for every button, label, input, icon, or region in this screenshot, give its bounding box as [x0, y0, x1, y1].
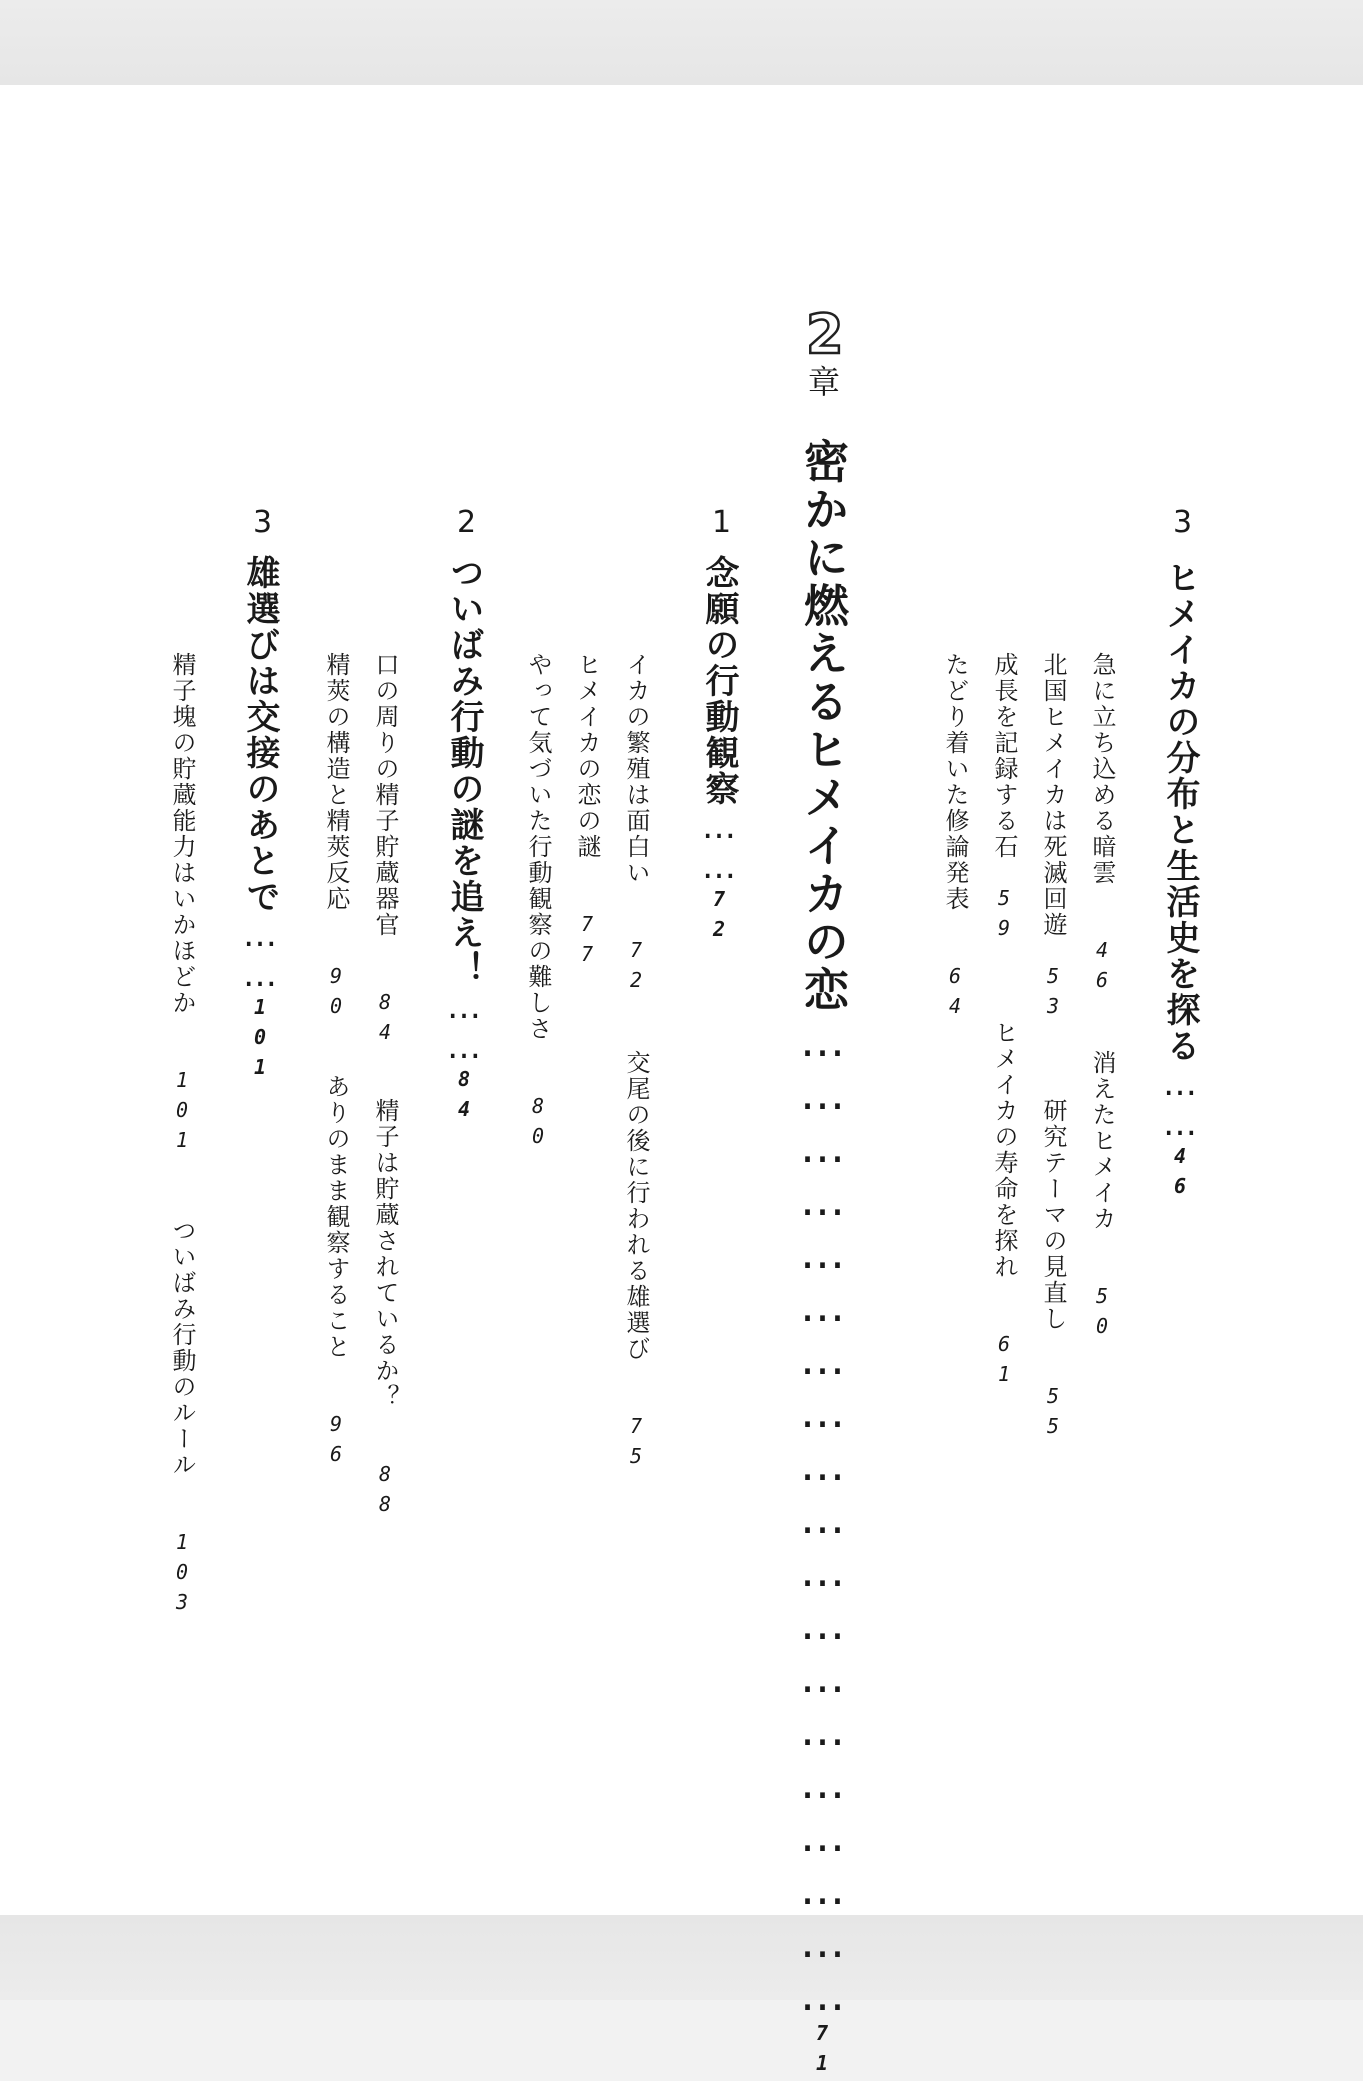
toc-item[interactable]: ヒメイカの寿命を探れ 61	[990, 1020, 1018, 1392]
toc-item[interactable]: ヒメイカの恋の謎 77	[573, 652, 601, 972]
chapter-label: 章	[808, 363, 841, 401]
section-title[interactable]: 念願の行動観察……72	[699, 555, 739, 947]
toc-item[interactable]: ありのまま観察すること 96	[322, 1074, 350, 1472]
toc-item[interactable]: 精子塊の貯蔵能力はいかほどか 101	[168, 652, 196, 1158]
toc-item[interactable]: 成長を記録する石 59	[990, 652, 1018, 946]
toc-item[interactable]: 口の周りの精子貯蔵器官 84	[371, 652, 399, 1050]
bottom-margin-band	[0, 1915, 1363, 2000]
toc-item[interactable]: ついばみ行動のルール 103	[168, 1218, 196, 1620]
toc-item[interactable]: イカの繁殖は面白い 72	[622, 652, 650, 998]
toc-item[interactable]: 精莢の構造と精莢反応 90	[322, 652, 350, 1024]
chapter-number: 2	[806, 303, 844, 366]
toc-item[interactable]: 研究テーマの見直し 55	[1039, 1098, 1067, 1444]
section-title[interactable]: 雄選びは交接のあとで……101	[240, 555, 280, 1085]
section-title[interactable]: ついばみ行動の謎を追え！……84	[444, 555, 484, 1127]
toc-item[interactable]: たどり着いた修論発表 64	[941, 652, 969, 1024]
section-number: 2	[449, 505, 484, 540]
top-margin-band	[0, 0, 1363, 85]
section-number: 3	[1165, 505, 1200, 540]
toc-item[interactable]: 急に立ち込める暗雲 46	[1088, 652, 1116, 998]
section-title[interactable]: ヒメイカの分布と生活史を探る……46	[1160, 560, 1200, 1204]
toc-item[interactable]: 北国ヒメイカは死滅回遊 53	[1039, 652, 1067, 1024]
toc-item[interactable]: 交尾の後に行われる雄選び 75	[622, 1050, 650, 1474]
toc-item[interactable]: 精子は貯蔵されているか？ 88	[371, 1098, 399, 1522]
chapter-title[interactable]: 密かに燃えるヒメイカの恋…………………………………………………71	[796, 438, 849, 2081]
section-number: 3	[245, 505, 280, 540]
toc-item[interactable]: 消えたヒメイカ 50	[1088, 1050, 1116, 1344]
toc-page	[0, 85, 1363, 1915]
section-number: 1	[704, 505, 739, 540]
toc-item[interactable]: やって気づいた行動観察の難しさ 80	[524, 652, 552, 1154]
